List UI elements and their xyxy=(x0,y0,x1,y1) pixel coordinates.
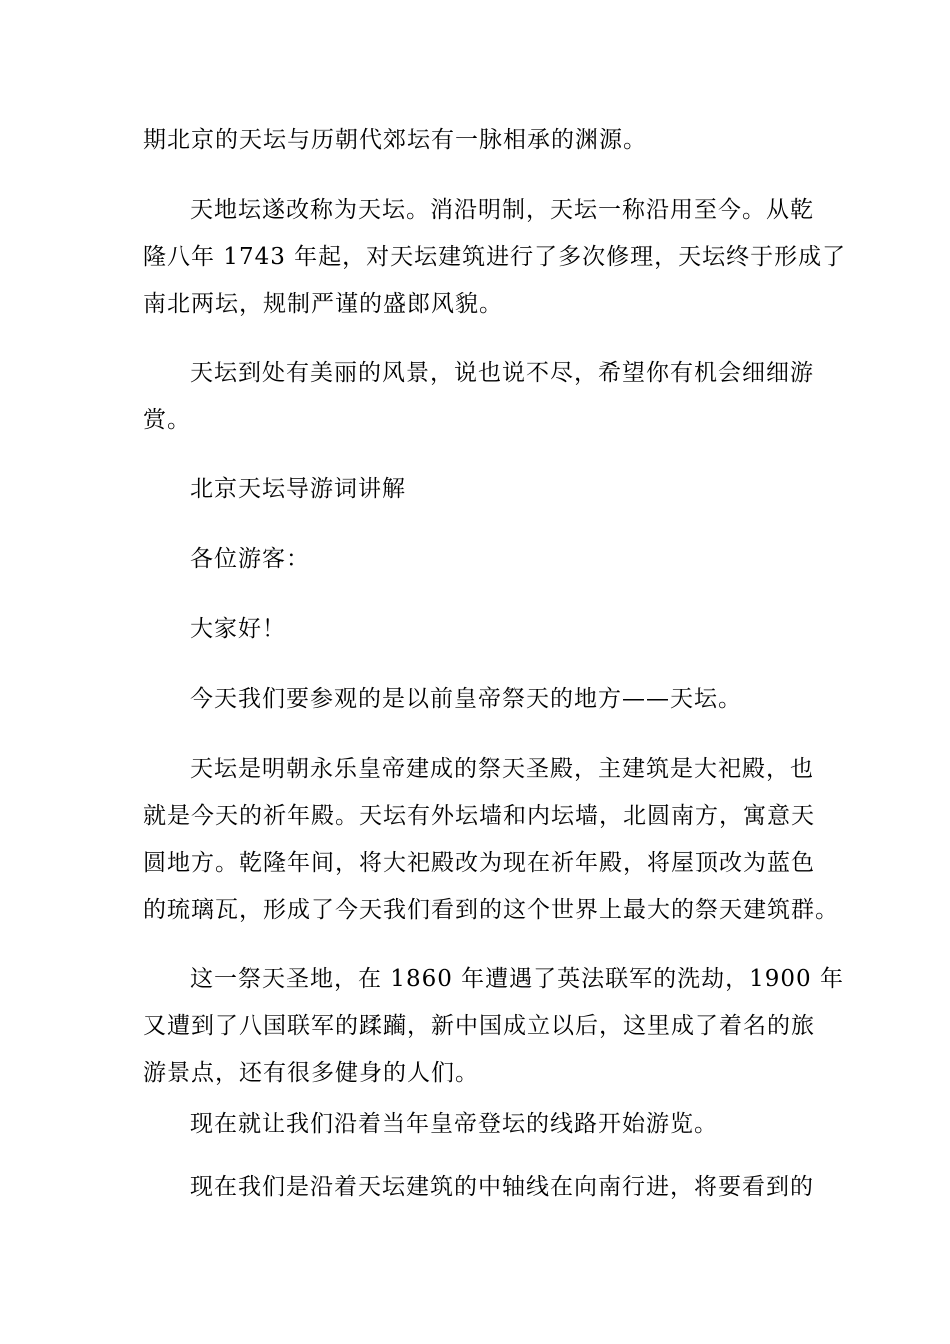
paragraph-line: 隆八年 1743 年起，对天坛建筑进行了多次修理，天坛终于形成了 xyxy=(143,244,847,270)
paragraph-line: 赏。 xyxy=(143,407,191,433)
paragraph-line: 就是今天的祈年殿。天坛有外坛墙和内坛墙，北圆南方，寓意天 xyxy=(143,803,815,829)
paragraph-1 xyxy=(143,117,813,164)
paragraph-line: 各位游客： xyxy=(190,546,310,572)
paragraph-line: 天坛到处有美丽的风景，说也说不尽，希望你有机会细细游 xyxy=(190,360,814,386)
paragraph-line: 天地坛遂改称为天坛。消沿明制，天坛一称沿用至今。从乾 xyxy=(190,197,814,223)
paragraph-7 xyxy=(143,1101,813,1148)
paragraph-line: 游景点，还有很多健身的人们。 xyxy=(143,1060,479,1086)
paragraph-6 xyxy=(143,956,844,1097)
paragraph-line: 大家好！ xyxy=(190,616,286,642)
paragraph-line: 现在我们是沿着天坛建筑的中轴线在向南行进，将要看到的 xyxy=(190,1174,814,1200)
paragraph-3 xyxy=(143,350,813,444)
paragraph-line: 又遭到了八国联军的蹂躏，新中国成立以后，这里成了着名的旅 xyxy=(143,1013,815,1039)
paragraph-4 xyxy=(143,676,813,723)
paragraph-line: 今天我们要参观的是以前皇帝祭天的地方——天坛。 xyxy=(190,686,742,712)
paragraph-8 xyxy=(143,1164,813,1211)
paragraph-line: 这一祭天圣地，在 1860 年遭遇了英法联军的洗劫，1900 年 xyxy=(190,966,844,992)
paragraph-line: 天坛是明朝永乐皇帝建成的祭天圣殿，主建筑是大祀殿，也 xyxy=(190,756,814,782)
paragraph-line: 圆地方。乾隆年间，将大祀殿改为现在祈年殿，将屋顶改为蓝色 xyxy=(143,850,815,876)
paragraph-5 xyxy=(143,746,839,934)
section-heading xyxy=(143,466,813,513)
salutation xyxy=(143,536,813,583)
paragraph-line: 北京天坛导游词讲解 xyxy=(190,476,406,502)
paragraph-line: 期北京的天坛与历朝代郊坛有一脉相承的渊源。 xyxy=(143,127,647,153)
paragraph-line: 的琉璃瓦，形成了今天我们看到的这个世界上最大的祭天建筑群。 xyxy=(143,897,839,923)
greeting xyxy=(143,606,813,653)
paragraph-line: 南北两坛，规制严谨的盛郎风貌。 xyxy=(143,291,503,317)
paragraph-2 xyxy=(143,187,847,328)
paragraph-line: 现在就让我们沿着当年皇帝登坛的线路开始游览。 xyxy=(190,1111,718,1137)
